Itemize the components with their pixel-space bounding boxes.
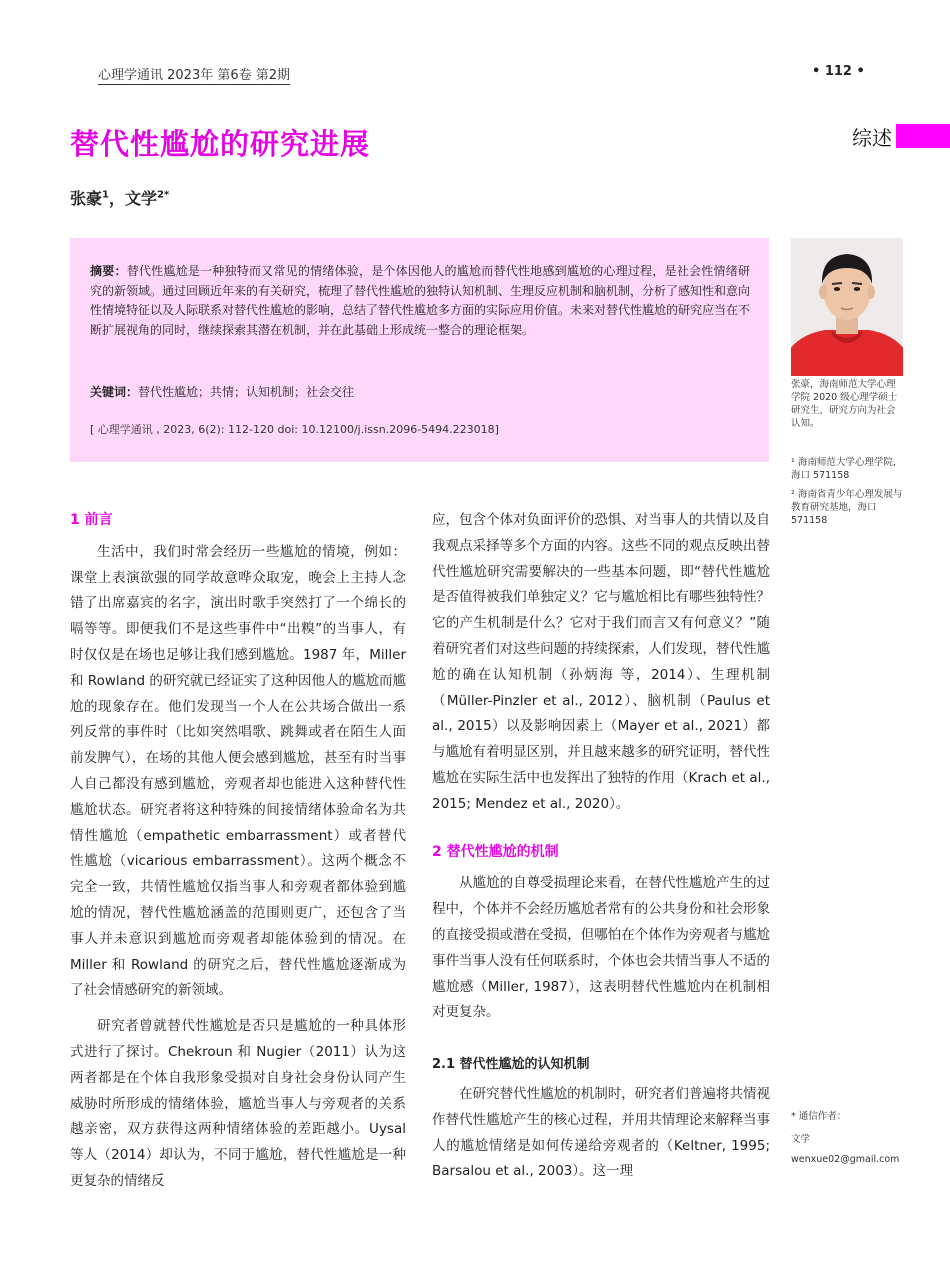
author-line <box>70 186 169 209</box>
abstract <box>90 262 750 340</box>
paragraph: 生活中，我们时常会经历一些尴尬的情境，例如：课堂上表演欲强的同学故意哗众取宠，晚会上主持人念错了出席嘉宾的名字，演出时歌手突然打了一个绵长的嗝等等。即便我们不是这些事件中“出糗”的当事人，有时仅仅是在场也足够让我们感到尴尬。1987 年，Miller 和 Rowland 的研究就已经证实了这种因他人的尴尬而尴尬的现象存在。他们发现当一个人在公共场合做出一系列反常的事件时（比如突然唱歌、跳舞或者在陌生人面前发脾气），在场的其他人便会感到尴尬，甚至有时当事人自己都没有感到尴尬，旁观者却也能进入这种替代性尴尬状态。研究者将这种特殊的间接情绪体验命名为共情性尴尬（empathetic embarrassment）或者替代性尴尬（vicarious embarrassment）。这两个概念不完全一致，共情性尴尬仅指当事人和旁观者都体验到尴尬的情况，替代性尴尬涵盖的范围则更广，还包含了当事人并未意识到尴尬而旁观者却能体验到的情况。在 Miller 和 Rowland 的研究之后，替代性尴尬逐渐成为了社会情感研究的新领域。 <box>70 543 406 999</box>
author-affiliation-mark: 1 <box>102 189 109 201</box>
abstract-text: 替代性尴尬是一种独特而又常见的情绪体验，是个体因他人的尴尬而替代性地感到尴尬的心理过程，是社会性情绪研究的新领域。通过回顾近年来的有关研究，梳理了替代性尴尬的独特认知机制、生理反应机制和脑机制，分析了感知性和意向性情境特征以及人际联系对替代性尴尬的影响，总结了替代性尴尬多方面的实际应用价值。未来对替代性尴尬的研究应当在不断扩展视角的同时，继续探索其潜在机制，并在此基础上形成统一整合的理论框架。 <box>90 264 751 337</box>
author-affiliation-mark: 2* <box>157 189 170 201</box>
paragraph: 从尴尬的自尊受损理论来看，在替代性尴尬产生的过程中，个体并不会经历尴尬者常有的公共身份和社会形象的直接受损或潜在受损，但哪怕在个体作为旁观者与尴尬事件当事人没有任何联系时，个体也会共情当事人不适的尴尬感（Miller, 1987），这表明替代性尴尬内在机制相对更复杂。 <box>432 875 770 1021</box>
page-number: • 112 • <box>812 64 865 79</box>
section-tag-bar <box>896 124 950 148</box>
subsection-heading-cognitive: 2.1 替代性尴尬的认知机制 <box>432 1057 590 1073</box>
author-name: 张豪 <box>70 189 103 208</box>
right-column <box>432 508 770 1185</box>
section-heading-intro: 1 前言 <box>70 512 113 528</box>
author-name: 文学 <box>125 189 158 208</box>
section-heading-mechanism: 2 替代性尴尬的机制 <box>432 843 559 860</box>
left-column <box>70 508 406 1195</box>
abstract-label: 摘要： <box>90 264 127 278</box>
affiliation-2: ² 海南省青少年心理发展与教育研究基地，海口 571158 <box>791 489 903 526</box>
section-tag: 综述 <box>852 126 892 150</box>
citation: [ 心理学通讯 , 2023, 6(2): 112-120 doi: 10.12100/j.issn.2096-5494.223018] <box>90 423 499 436</box>
keywords-text: 替代性尴尬；共情；认知机制；社会交往 <box>138 385 355 399</box>
corresponding-label: * 通信作者： <box>791 1111 847 1122</box>
journal-header: 心理学通讯 2023年 第6卷 第2期 <box>98 64 290 85</box>
keywords <box>90 383 750 400</box>
author-portrait-image <box>791 238 903 376</box>
paragraph: 应，包含个体对负面评价的恐惧、对当事人的共情以及自我观点采择等多个方面的内容。这些不同的观点反映出替代性尴尬研究需要解决的一些基本问题，即“替代性尴尬是否值得被我们单独定义？它与尴尬相比有哪些独特性？它的产生机制是什么？它对于我们而言又有何意义？”随着研究者们对这些问题的持续探索，人们发现，替代性尴尬的确在认知机制（孙炳海 等，2014）、生理机制（Müller-Pinzler et al., 2012）、脑机制（Paulus et al., 2015）以及影响因素上（Mayer et al., 2021）都与尴尬有着明显区别，并且越来越多的研究证明，替代性尴尬在实际生活中也发挥出了独特的作用（Krach et al., 2015; Mendez et al., 2020）。 <box>432 512 770 812</box>
paragraph: 研究者曾就替代性尴尬是否只是尴尬的一种具体形式进行了探讨。Chekroun 和 Nugier（2011）认为这两者都是在个体自我形象受损对自身社会身份认同产生威胁时所形成的情绪体验，尴尬当事人与旁观者的关系越亲密，双方获得这两种情绪体验的差距越小。Uysal 等人（2014）却认为，不同于尴尬，替代性尴尬是一种更复杂的情绪反 <box>70 1018 406 1189</box>
affiliation-1: ¹ 海南师范大学心理学院，海口 571158 <box>791 457 903 481</box>
abstract-box <box>70 238 769 462</box>
author-separator: ， <box>108 189 125 208</box>
paragraph: 在研究替代性尴尬的机制时，研究者们普遍将共情视作替代性尴尬产生的核心过程，并用共情理论来解释当事人的尴尬情绪是如何传递给旁观者的（Keltner, 1995; Barsalou et al., 2003）。这一理 <box>432 1085 770 1180</box>
article-title: 替代性尴尬的研究进展 <box>70 127 371 161</box>
author-bio: 张豪，海南师范大学心理学院 2020 级心理学硕士研究生，研究方向为社会认知。 <box>791 379 898 429</box>
keywords-label: 关键词： <box>90 385 139 399</box>
corresponding-email: wenxue02@gmail.com <box>791 1154 900 1165</box>
author-photo <box>791 238 903 376</box>
corresponding-name: 文学 <box>791 1134 811 1145</box>
